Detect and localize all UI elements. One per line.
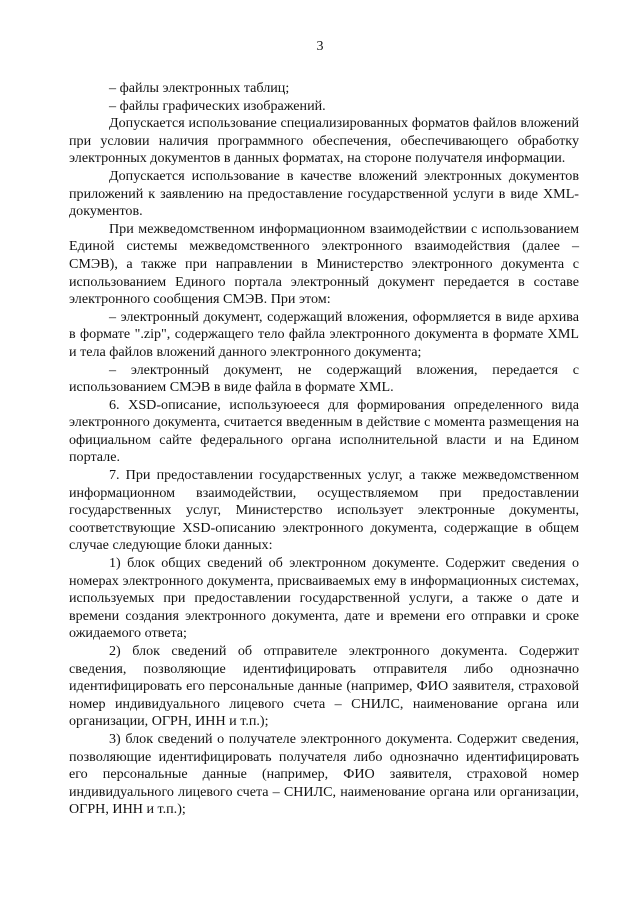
list-item-recipient-block: 3) блок сведений о получателе электронного документа. Содержит сведения, позволяющие идентифицировать получателя либо однозначно идентифицировать его персональные данные (например, ФИО заявителя, страховой номер индивидуального лицевого счета – СНИЛС, наименование органа или организации, ОГРН, ИНН и т.п.); <box>69 730 579 818</box>
paragraph-section-6: 6. XSD-описание, используюееся для формирования определенного вида электронного документа, считается введенным в действие с момента размещения на официальном сайте федерального органа исполнительной власти и на Едином портале. <box>69 396 579 466</box>
page-number: 3 <box>316 39 324 54</box>
paragraph-special-formats: Допускается использование специализированных форматов файлов вложений при условии наличия программного обеспечения, обеспечивающего обработку электронных документов в данных форматах, на стороне получателя информации. <box>69 115 579 167</box>
list-item-general-info-block: 1) блок общих сведений об электронном документе. Содержит сведения о номерах электронного документа, присваиваемых ему в информационных системах, используемых при предоставлении государственной услуги, а также о дате и времени создания электронного документа, дате и времени его отправки и сроке ожидаемого ответа; <box>69 555 579 642</box>
paragraph-section-7: 7. При предоставлении государственных услуг, а также межведомственном информационном взаимодействии, осуществляемом при предоставлении государственных услуг, Министерство использует электронные документы, соответствующие XSD-описанию электронного документа, содержащие в общем случае следующие блоки данных: <box>69 467 579 554</box>
paragraph-xml-attachments: Допускается использование в качестве вложений электронных документов приложений к заявлению на предоставление государственной услуги в виде XML-документов. <box>69 167 579 220</box>
paragraph-smev-interaction: При межведомственном информационном взаимодействии с использованием Единой системы межведомственного электронного взаимодействия (далее – СМЭВ), а также при направлении в Министерство электронного документа с использованием Единого портала электронный документ передается в составе электронного сообщения СМЭВ. При этом: <box>69 220 579 308</box>
list-item-image-files: – файлы графических изображений. <box>109 97 326 114</box>
list-item-xml-file: – электронный документ, не содержащий вложения, передается с использованием СМЭВ в виде файла в формате XML. <box>69 361 579 396</box>
list-item-spreadsheet-files: – файлы электронных таблиц; <box>109 80 290 96</box>
document-body <box>69 80 579 819</box>
list-item-sender-block: 2) блок сведений об отправителе электронного документа. Содержит сведения, позволяющие идентифицировать отправителя либо однозначно идентифицировать его персональные данные (например, ФИО заявителя, страховой номер индивидуального лицевого счета – СНИЛС, наименование органа или организации, ОГРН, ИНН и т.п.); <box>69 643 579 730</box>
list-item-zip-archive: – электронный документ, содержащий вложения, оформляется в виде архива в формате ".zip", содержащего тело файла электронного документа в формате XML и тела файлов вложений данного электронного документа; <box>69 308 579 360</box>
